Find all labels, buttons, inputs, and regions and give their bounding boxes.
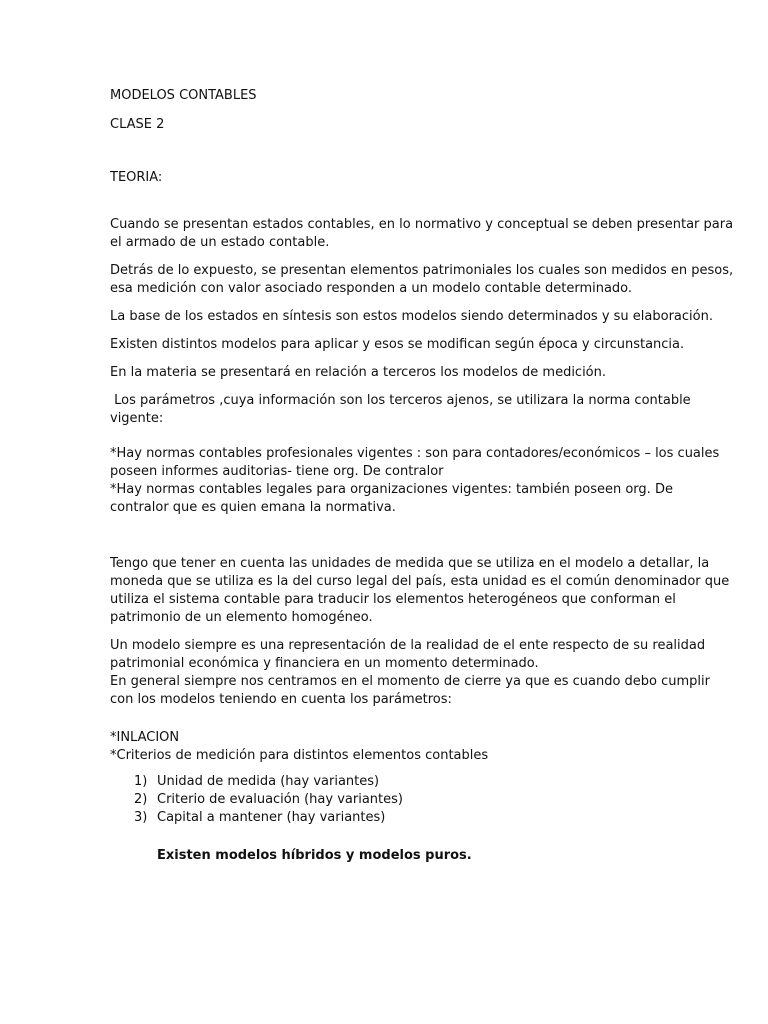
text-line: vigente: <box>110 411 164 426</box>
norm-line: *Hay normas contables profesionales vigentes : son para contadores/económicos – los cuales <box>110 446 720 461</box>
text-line: el armado de un estado contable. <box>110 235 330 250</box>
bullet-item: *Criterios de medición para distintos elementos contables <box>110 748 489 763</box>
section-label: TEORIA: <box>110 170 163 185</box>
text-line: patrimonial económica y financiera en un momento determinado. <box>110 656 539 671</box>
norm-line: poseen informes auditorias- tiene org. De contralor <box>110 464 444 479</box>
document-content <box>110 87 734 865</box>
list-number: 1) <box>134 774 148 789</box>
class-label: CLASE 2 <box>110 117 165 132</box>
norm-line: *Hay normas contables legales para organizaciones vigentes: también poseen org. De <box>110 482 673 497</box>
text-line: La base de los estados en síntesis son estos modelos siendo determinados y su elaboración. <box>110 309 713 324</box>
text-line: Tengo que tener en cuenta las unidades de medida que se utiliza en el modelo a detallar, la <box>110 556 710 571</box>
paragraph-6 <box>110 392 691 428</box>
paragraph-5 <box>110 364 665 382</box>
text-line: En general siempre nos centramos en el momento de cierre ya que es cuando debo cumplir <box>110 674 710 689</box>
criteria-list <box>110 773 665 827</box>
text-line: con los modelos teniendo en cuenta los parámetros: <box>110 692 452 707</box>
list-number: 3) <box>134 810 148 825</box>
document-title: MODELOS CONTABLES <box>110 88 257 103</box>
text-line: Los parámetros ,cuya información son los terceros ajenos, se utilizara la norma contable <box>110 393 691 408</box>
units-paragraph <box>110 555 730 627</box>
text-line: Existen distintos modelos para aplicar y esos se modifican según época y circunstancia. <box>110 337 685 352</box>
text-line: utiliza el sistema contable para traducir los elementos heterogéneos que conforman el <box>110 592 676 607</box>
bullets-block <box>110 729 665 765</box>
norm-line: contralor que es quien emana la normativa. <box>110 500 396 515</box>
norms-block <box>110 445 720 517</box>
text-line: Cuando se presentan estados contables, en lo normativo y conceptual se deben presentar para <box>110 217 734 232</box>
list-text: Capital a mantener (hay variantes) <box>157 810 386 825</box>
paragraph-3 <box>110 308 713 326</box>
bullet-item: *INLACION <box>110 730 180 745</box>
text-line: patrimonio de un elemento homogéneo. <box>110 610 373 625</box>
text-line: moneda que se utiliza es la del curso legal del país, esta unidad es el común denominador que <box>110 574 730 589</box>
final-note: Existen modelos híbridos y modelos puros. <box>157 848 472 863</box>
text-line: Detrás de lo expuesto, se presentan elementos patrimoniales los cuales son medidos en pesos, <box>110 263 734 278</box>
text-line: esa medición con valor asociado responden a un modelo contable determinado. <box>110 281 633 296</box>
list-item <box>134 791 665 809</box>
list-item <box>134 809 665 827</box>
model-paragraph <box>110 637 710 709</box>
list-text: Criterio de evaluación (hay variantes) <box>157 792 403 807</box>
text-line: En la materia se presentará en relación a terceros los modelos de medición. <box>110 365 607 380</box>
paragraph-1 <box>110 216 734 252</box>
paragraph-2 <box>110 262 734 298</box>
list-number: 2) <box>134 792 148 807</box>
text-line: Un modelo siempre es una representación de la realidad de el ente respecto de su realidad <box>110 638 706 653</box>
list-text: Unidad de medida (hay variantes) <box>157 774 380 789</box>
paragraph-4 <box>110 336 685 354</box>
list-item <box>134 773 665 791</box>
